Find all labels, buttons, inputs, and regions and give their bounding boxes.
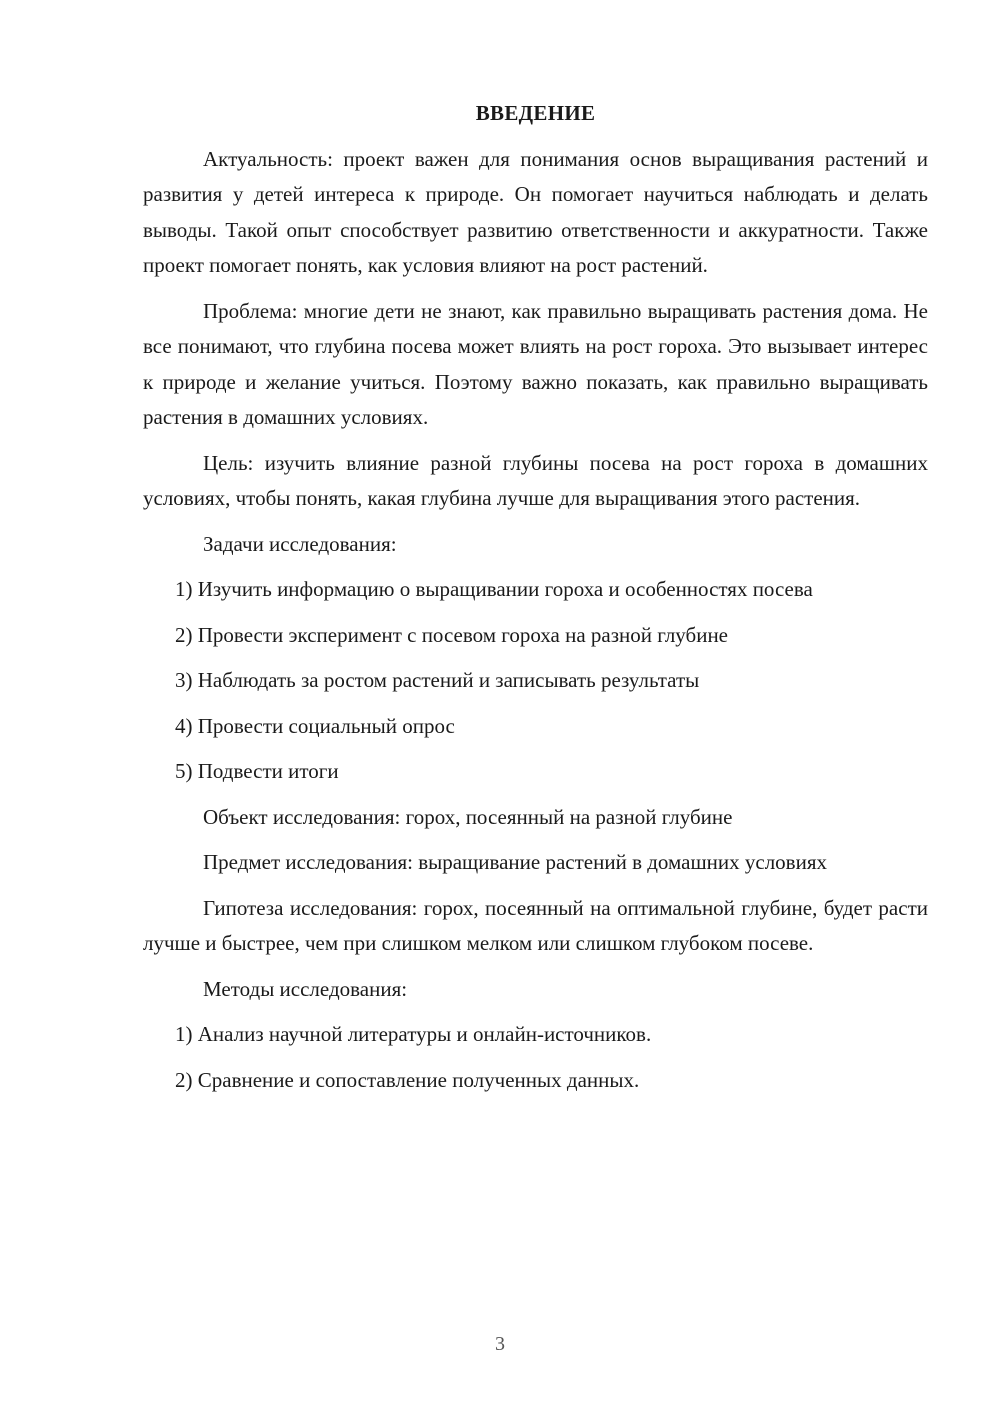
problem-paragraph: Проблема: многие дети не знают, как правильно выращивать растения дома. Не все понимают, что глубина посева может влиять на рост гороха. Это вызывает интерес к природе и желание учиться. Поэтому важно показать, как правильно выращивать растения в домашних условиях. [143,298,928,429]
task-item: 5) Подвести итоги [175,759,339,783]
object-paragraph: Объект исследования: горох, посеянный на разной глубине [203,804,733,829]
section-title: ВВЕДЕНИЕ [475,101,596,125]
tasks-heading: Задачи исследования: [203,531,397,556]
methods-heading: Методы исследования: [203,976,408,1001]
goal-paragraph: Цель: изучить влияние разной глубины посева на рост гороха в домашних условиях, чтобы понять, какая глубина лучше для выращивания этого растения. [143,450,928,510]
page-number: 3 [495,1333,505,1355]
method-item: 2) Сравнение и сопоставление полученных данных. [175,1067,640,1092]
task-item: 2) Провести эксперимент с посевом гороха на разной глубине [175,622,729,647]
hypothesis-paragraph: Гипотеза исследования: горох, посеянный на оптимальной глубине, будет расти лучше и быстрее, чем при слишком мелком или слишком глубоком посеве. [143,895,928,955]
subject-paragraph: Предмет исследования: выращивание растений в домашних условиях [203,850,827,874]
task-item: 4) Провести социальный опрос [175,713,455,738]
task-item: 1) Изучить информацию о выращивании гороха и особенностях посева [175,577,813,601]
task-item: 3) Наблюдать за ростом растений и записывать результаты [175,668,700,692]
method-item: 1) Анализ научной литературы и онлайн-источников. [175,1022,652,1046]
document-page [143,96,928,1108]
relevance-paragraph: Актуальность: проект важен для понимания основ выращивания растений и развития у детей интереса к природе. Он помогает научиться наблюдать и делать выводы. Такой опыт способствует развитию ответственности и аккуратности. Также проект помогает понять, как условия влияют на рост растений. [143,146,928,277]
